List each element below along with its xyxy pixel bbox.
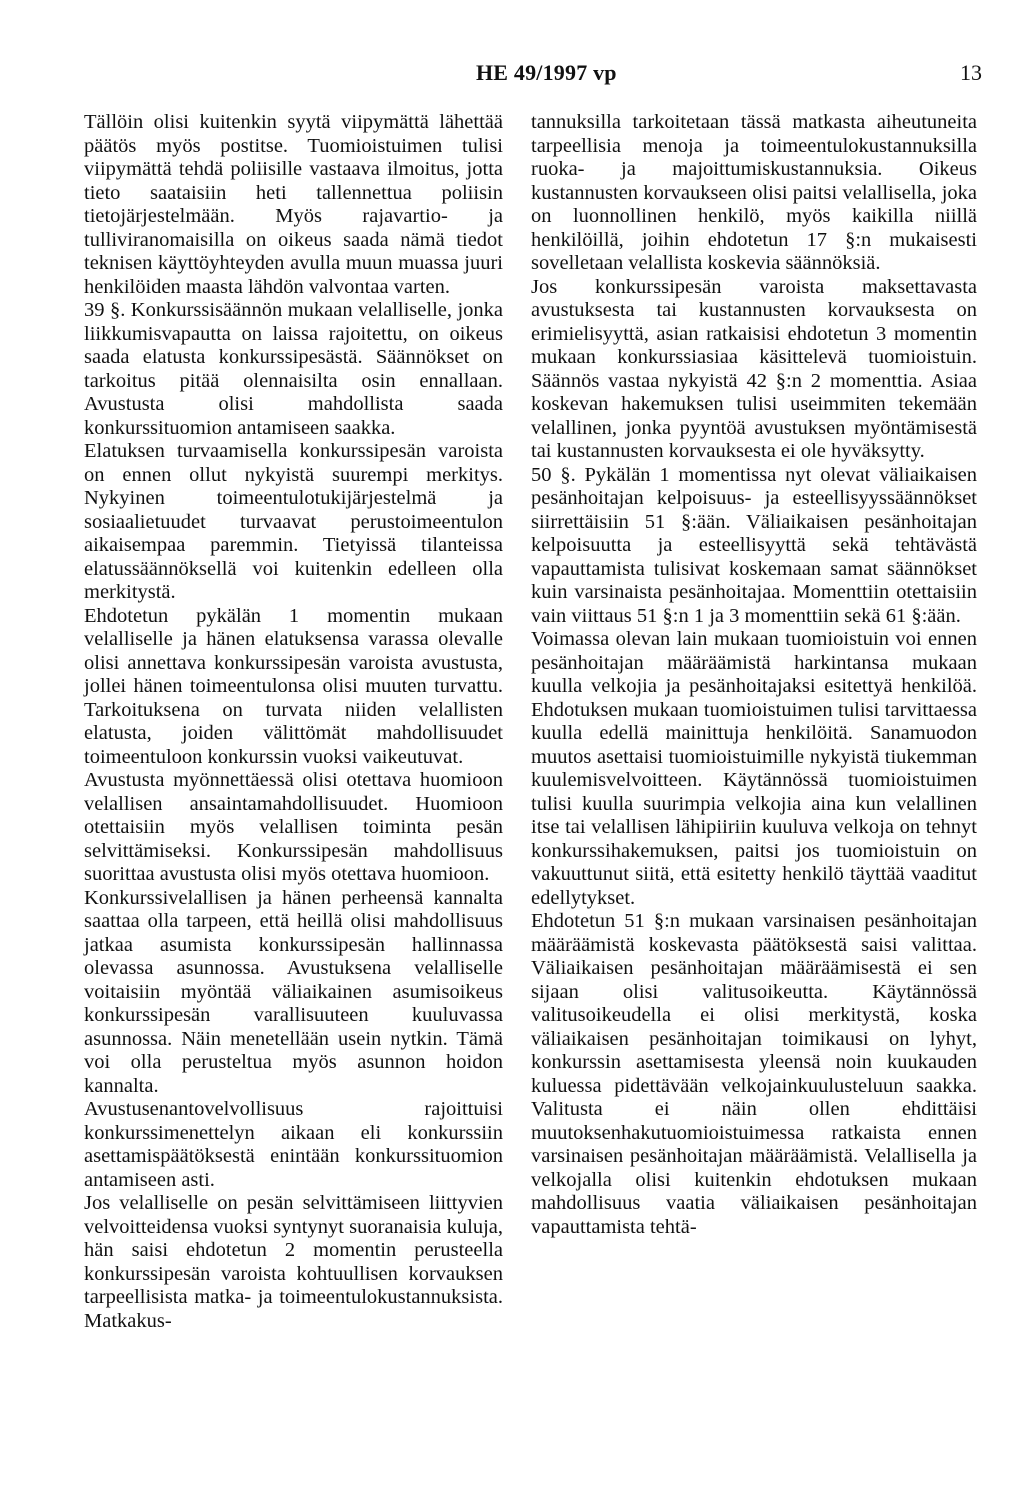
- paragraph-left-8: Jos velalliselle on pesän selvittämiseen liittyvien velvoitteidensa vuoksi syntynyt suoranaisia kuluja, hän saisi ehdotetun 2 momentin perusteella konkurssipesän varoista kohtuullisen korvauksen tarpeellisista matka- ja toimeentulokustannuksista. Matkakus-: [84, 1192, 503, 1332]
- paragraph-right-1: tannuksilla tarkoitetaan tässä matkasta aiheutuneita tarpeellisia menoja ja toimeentulokustannuksilla ruoka- ja majoittumiskustannuksia. Oikeus kustannusten korvaukseen olisi paitsi velallisella, joka on luonnollinen henkilö, myös kaikilla niillä henkilöillä, joihin ehdotetun 17 §:n mukaisesti sovelletaan velallista koskevia säännöksiä.: [531, 111, 977, 274]
- page-number: 13: [960, 60, 982, 85]
- paragraph-right-4: Voimassa olevan lain mukaan tuomioistuin voi ennen pesänhoitajan määräämistä harkintansa mukaan kuulla velkojia ja pesänhoitajaksi esitettyä henkilöä. Ehdotuksen mukaan tuomioistuimen tulisi tarvittaessa kuulla edellä mainittuja henkilöitä. Sanamuodon muutos asettaisi tuomioistuimille nykyistä tiukemman kuulemisvelvoitteen. Käytännössä tuomioistuimen tulisi kuulla suurimpia velkojia aina kun velallinen itse tai velallisen lähipiiriin kuuluva velkoja on tehnyt konkurssihakemuksen, paitsi jos tuomioistuin on vakuuttunut siitä, että esitetty henkilö täyttää vaaditut edellytykset.: [531, 628, 977, 909]
- paragraph-left-1: Tällöin olisi kuitenkin syytä viipymättä lähettää päätös myös postitse. Tuomioistuimen tulisi viipymättä tehdä poliisille vastaava ilmoitus, jotta tieto saataisiin heti tallennettua poliisin tietojärjestelmään. Myös rajavartio- ja tulliviranomaisilla on oikeus saada nämä tiedot teknisen käyttöyhteyden avulla muun muassa juuri henkilöiden maasta lähdön valvontaa varten.: [84, 111, 503, 298]
- paragraph-left-5: Avustusta myönnettäessä olisi otettava huomioon velallisen ansaintamahdollisuudet. Huomioon otettaisiin myös velallisen toiminta pesän selvittämiseksi. Konkurssipesän mahdollisuus suorittaa avustusta olisi myös otettava huomioon.: [84, 769, 503, 885]
- paragraph-right-5: Ehdotetun 51 §:n mukaan varsinaisen pesänhoitajan määräämistä koskevasta päätöksestä saisi valittaa. Väliaikaisen pesänhoitajan määräämisestä ei sen sijaan olisi valitusoikeutta. Käytännössä valitusoikeudella ei olisi merkitystä, koska väliaikaisen pesänhoitajan toimikausi on lyhyt, konkurssin asettamisesta yleensä noin kuukauden kuluessa pidettävään velkojainkuulusteluun saakka. Valitusta ei näin ollen ehdittäisi muutoksenhakutuomioistuimessa ratkaista ennen varsinaisen pesänhoitajan määräämistä. Velallisella ja velkojalla olisi kuitenkin ehdotuksen mukaan mahdollisuus vaatia väliaikaisen pesänhoitajan vapauttamista tehtä-: [531, 910, 977, 1238]
- paragraph-left-4: Ehdotetun pykälän 1 momentin mukaan velalliselle ja hänen elatuksensa varassa olevalle olisi annettava konkurssipesän varoista avustusta, jollei hänen toimeentulonsa olisi muuten turvattu. Tarkoituksena on turvata niiden velallisten elatusta, joiden välittömät mahdollisuudet toimeentuloon konkurssin vuoksi vaikeutuvat.: [84, 604, 503, 768]
- paragraph-left-7: Avustusenantovelvollisuus rajoittuisi konkurssimenettelyn aikaan eli konkurssiin asettamispäätöksestä enintään konkurssituomion antamiseen asti.: [84, 1098, 503, 1191]
- paragraph-right-3: 50 §. Pykälän 1 momentissa nyt olevat väliaikaisen pesänhoitajan kelpoisuus- ja esteellisyyssäännökset siirrettäisiin 51 §:ään. Väliaikaisen pesänhoitajan kelpoisuutta ja esteellisyyttä sekä tehtävästä vapauttamista tulisivat koskemaan samat säännökset kuin varsinaista pesänhoitajaa. Momenttiin otettaisiin vain viittaus 51 §:n 1 ja 3 momenttiin sekä 61 §:ään.: [531, 463, 977, 627]
- page-header: [0, 60, 1024, 90]
- paragraph-left-2: 39 §. Konkurssisäännön mukaan velalliselle, jonka liikkumisvapautta on laissa rajoitettu, on oikeus saada elatusta konkurssipesästä. Säännökset on tarkoitus pitää olennaisilta osin ennallaan. Avustusta olisi mahdollista saada konkurssituomion antamiseen saakka.: [84, 299, 503, 439]
- paragraph-right-2: Jos konkurssipesän varoista maksettavasta avustuksesta tai kustannusten korvauksesta on erimielisyyttä, asian ratkaisisi ehdotetun 3 momentin mukaan konkurssiasiaa käsittelevä tuomioistuin. Säännös vastaa nykyistä 42 §:n 2 momenttia. Asiaa koskevan hakemuksen tulisi useimmiten tekemään velallinen, jonka pyyntöä avustuksen myöntämisestä tai kustannusten korvauksesta ei ole hyväksytty.: [531, 275, 977, 462]
- document-id: HE 49/1997 vp: [476, 60, 617, 85]
- left-column: [84, 111, 503, 1333]
- paragraph-left-3: Elatuksen turvaamisella konkurssipesän varoista on ennen ollut nykyistä suurempi merkitys. Nykyinen toimeentulotukijärjestelmä ja sosiaalietuudet turvaavat perustoimeentulon aikaisempaa paremmin. Tietyissä tilanteissa elatussäännöksellä voi kuitenkin edelleen olla merkitystä.: [84, 440, 503, 603]
- right-column: [531, 111, 977, 1239]
- paragraph-left-6: Konkurssivelallisen ja hänen perheensä kannalta saattaa olla tarpeen, että heillä olisi mahdollisuus jatkaa asumista konkurssipesän hallinnassa olevassa asunnossa. Avustuksena velalliselle voitaisiin myöntää väliaikainen asumisoikeus konkurssipesän varallisuuteen kuuluvassa asunnossa. Näin menetellään usein nytkin. Tämä voi olla perusteltua myös asunnon hoidon kannalta.: [84, 886, 503, 1097]
